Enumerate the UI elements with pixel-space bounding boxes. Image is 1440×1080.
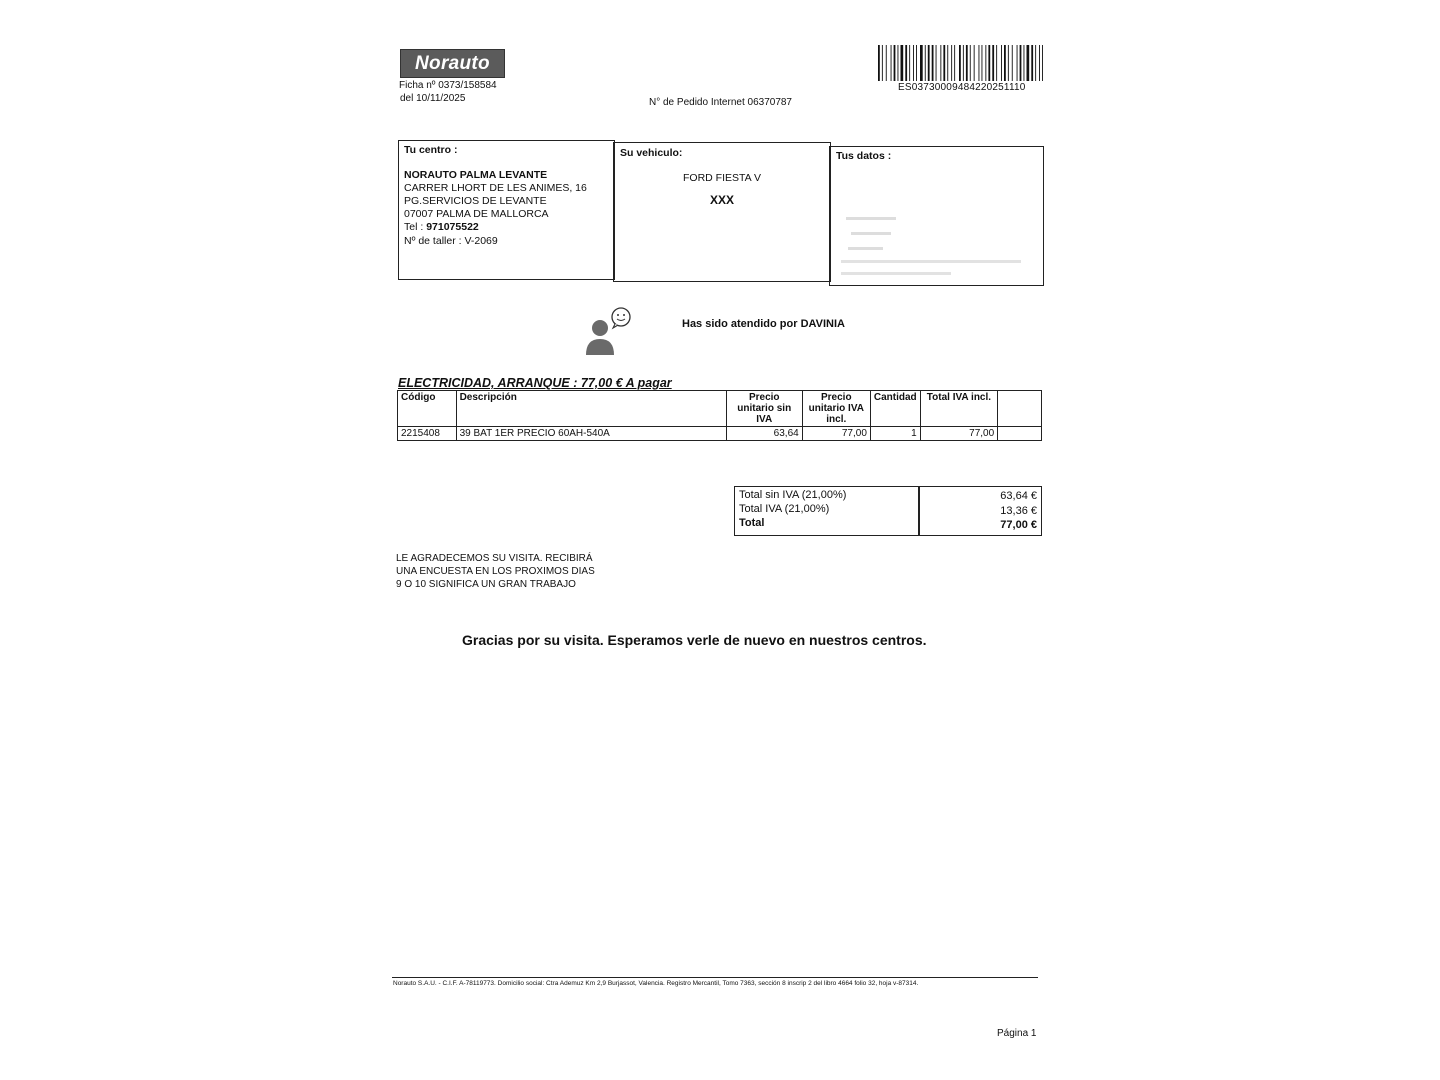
total-value: 77,00 €: [1000, 519, 1037, 531]
vehiculo-box: [613, 142, 831, 282]
ficha-date: del 10/11/2025: [400, 93, 466, 104]
items-table: [397, 390, 1042, 441]
datos-redacted: [836, 177, 1026, 277]
survey-line3: 9 O 10 SIGNIFICA UN GRAN TRABAJO: [396, 579, 576, 590]
cell-codigo: 2215408: [398, 427, 457, 441]
norauto-logo: Norauto: [400, 49, 505, 78]
datos-label: Tus datos :: [836, 150, 892, 162]
total-label: Total: [739, 517, 765, 529]
vehiculo-plate: XXX: [709, 193, 734, 207]
total-sin-iva-value: 63,64 €: [1000, 490, 1037, 502]
pedido-number: N° de Pedido Internet 06370787: [649, 97, 792, 108]
header-descripcion: Descripción: [456, 391, 726, 427]
cell-empty: [998, 427, 1042, 441]
total-iva-label: Total IVA (21,00%): [739, 503, 830, 515]
header-total: Total IVA incl.: [920, 391, 998, 427]
centro-address3: 07007 PALMA DE MALLORCA: [404, 208, 549, 220]
centro-taller: Nº de taller : V-2069: [404, 235, 498, 247]
vehiculo-model: FORD FIESTA V: [683, 172, 761, 184]
header-cantidad: Cantidad: [870, 391, 920, 427]
totals-box: [734, 486, 1042, 536]
centro-tel: [404, 221, 479, 233]
attendant-icon: [582, 305, 634, 357]
survey-text: [396, 552, 595, 591]
centro-address2: PG.SERVICIOS DE LEVANTE: [404, 195, 547, 207]
centro-box: [398, 140, 615, 280]
cell-descripcion: 39 BAT 1ER PRECIO 60AH-540A: [456, 427, 726, 441]
tel-label: Tel :: [404, 221, 427, 233]
atendido-text: Has sido atendido por DAVINIA: [682, 318, 845, 330]
header-codigo: Código: [398, 391, 457, 427]
centro-name: NORAUTO PALMA LEVANTE: [404, 169, 548, 181]
cell-total: 77,00: [920, 427, 998, 441]
total-iva-value: 13,36 €: [1000, 505, 1037, 517]
table-row: [398, 427, 1042, 441]
vehiculo-label: Su vehiculo:: [620, 147, 683, 159]
ficha-number: Ficha nº 0373/158584: [399, 80, 497, 91]
section-title: ELECTRICIDAD, ARRANQUE : 77,00 € A pagar: [398, 376, 672, 390]
footer-divider: [392, 977, 1038, 978]
footer-legal: Norauto S.A.U. - C.I.F. A-78119773. Domicilio social: Ctra Ademuz Km 2,9 Burjassot, Valencia. Registro Mercantil, Tomo 7363, sección 8 inscrip 2 del libro 4664 folio 32, hoja v-87314.: [393, 980, 919, 987]
header-precio-sin-iva: Precio unitario sin IVA: [726, 391, 802, 427]
cell-cantidad: 1: [870, 427, 920, 441]
survey-line1: LE AGRADECEMOS SU VISITA. RECIBIRÁ: [396, 553, 593, 564]
cell-precio-con: 77,00: [802, 427, 870, 441]
barcode-text: ES03730009484220251110: [898, 82, 1026, 93]
header-precio-iva: Precio unitario IVA incl.: [802, 391, 870, 427]
cell-precio-sin: 63,64: [726, 427, 802, 441]
gracias-message: Gracias por su visita. Esperamos verle de nuevo en nuestros centros.: [462, 632, 927, 648]
datos-box: [829, 146, 1044, 286]
table-header-row: [398, 391, 1042, 427]
centro-label: Tu centro :: [404, 144, 458, 156]
page-number: Página 1: [997, 1028, 1037, 1039]
tel-number: 971075522: [426, 221, 479, 233]
header-empty: [998, 391, 1042, 427]
total-sin-iva-label: Total sin IVA (21,00%): [739, 489, 847, 501]
barcode: [877, 45, 1047, 81]
centro-address1: CARRER LHORT DE LES ANIMES, 16: [404, 182, 587, 194]
survey-line2: UNA ENCUESTA EN LOS PROXIMOS DIAS: [396, 566, 595, 577]
